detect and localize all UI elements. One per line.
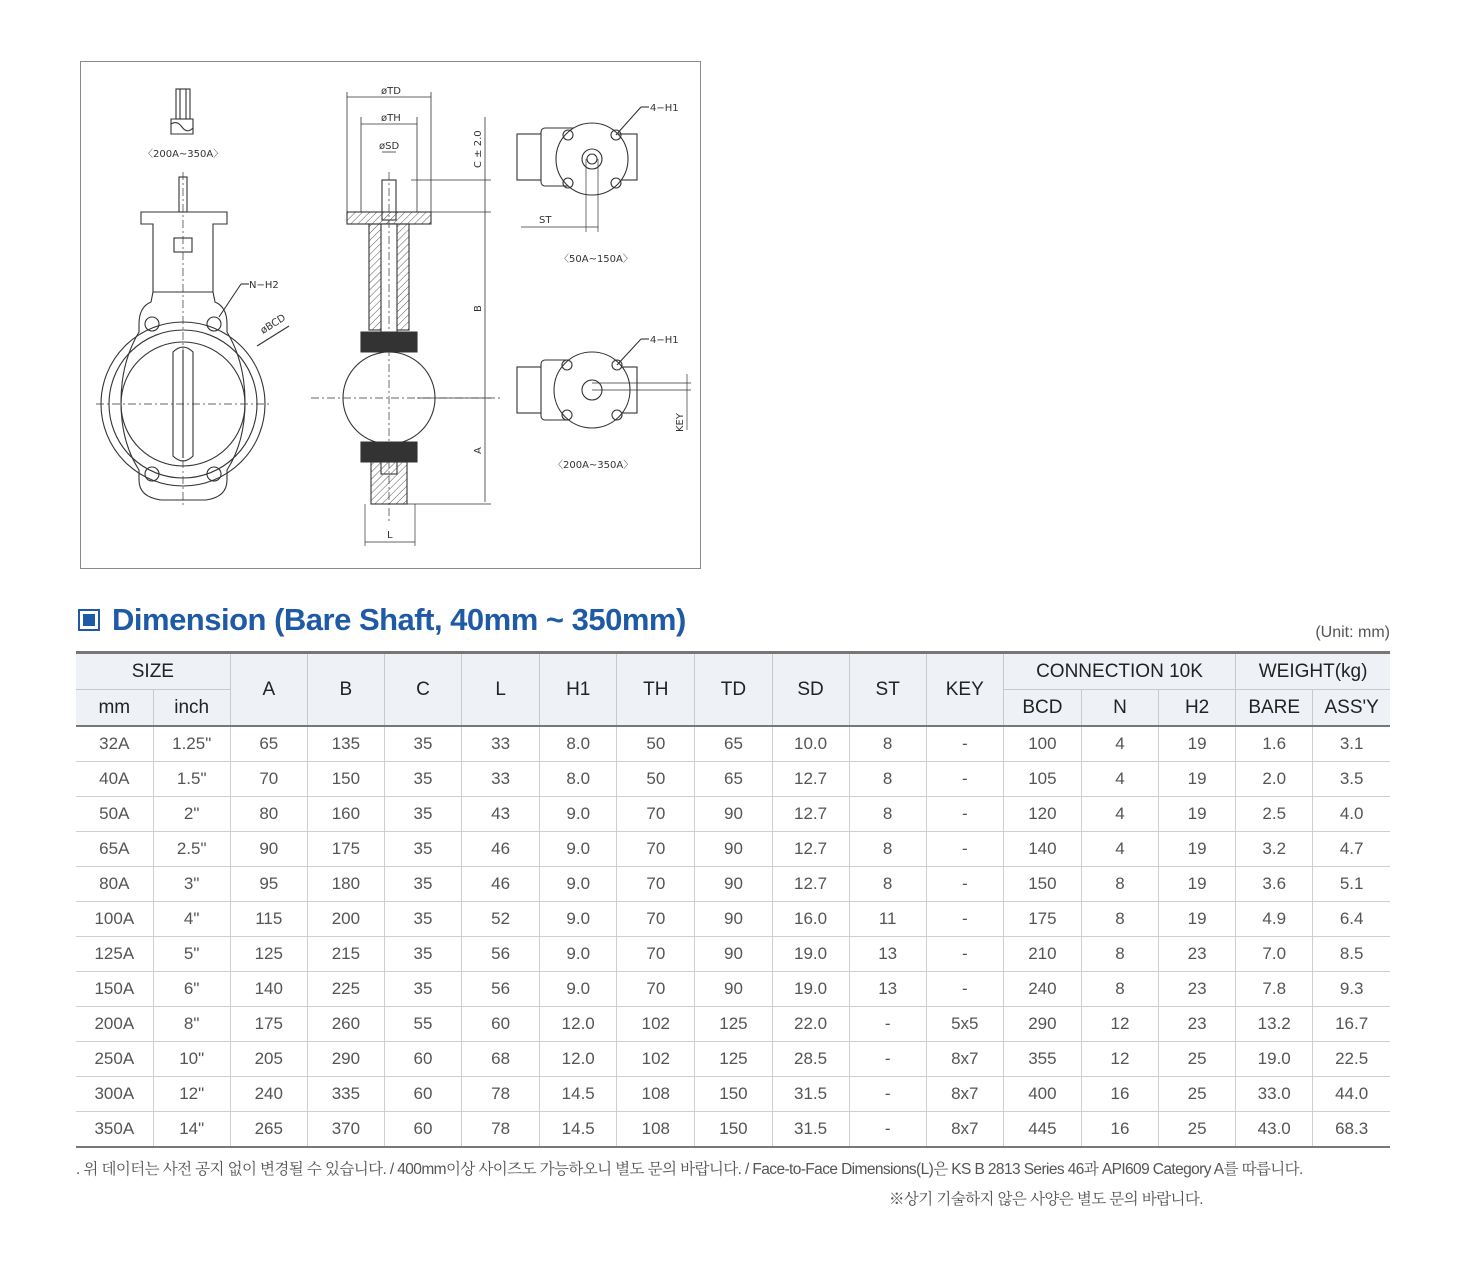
dimension-table [76,651,1390,1148]
table-cell: 60 [384,1077,461,1112]
table-cell: - [926,832,1003,867]
label-sd: øSD [379,141,400,152]
table-cell: 225 [307,972,384,1007]
table-cell: 108 [617,1077,695,1112]
header-inch: inch [153,690,230,727]
table-cell: 90 [695,797,772,832]
table-cell: 19.0 [772,937,849,972]
table-cell: 14.5 [540,1077,617,1112]
valve-front-view [96,172,289,507]
table-cell: 35 [384,832,461,867]
table-cell: 44.0 [1313,1077,1390,1112]
table-cell: 4.9 [1236,902,1313,937]
table-row [76,867,1390,902]
table-cell: 90 [230,832,307,867]
table-cell: - [926,726,1003,762]
table-cell: 120 [1003,797,1081,832]
table-cell: 8 [849,797,926,832]
label-bcd: øBCD [258,312,288,337]
table-cell: 260 [307,1007,384,1042]
table-cell: 80 [230,797,307,832]
table-cell: 43.0 [1236,1112,1313,1148]
header-assy: ASS'Y [1313,690,1390,727]
table-cell: 8 [1081,867,1158,902]
table-cell: 240 [230,1077,307,1112]
table-cell: 35 [384,972,461,1007]
table-cell: 19.0 [1236,1042,1313,1077]
table-cell: 22.0 [772,1007,849,1042]
table-cell: 19.0 [772,972,849,1007]
table-cell: 215 [307,937,384,972]
table-cell: 12.7 [772,797,849,832]
table-cell: 65A [76,832,153,867]
table-cell: 19 [1159,902,1236,937]
table-cell: 32A [76,726,153,762]
table-cell: 46 [462,867,540,902]
label-key: KEY [675,413,686,432]
table-cell: 14" [153,1112,230,1148]
flange-bottom-view-large [517,339,691,430]
table-cell: 4 [1081,832,1158,867]
table-cell: 140 [230,972,307,1007]
label-a: A [473,447,484,454]
table-cell: 445 [1003,1112,1081,1148]
header-b: B [307,653,384,727]
table-cell: 300A [76,1077,153,1112]
header-bcd: BCD [1003,690,1081,727]
table-cell: 70 [617,797,695,832]
table-cell: 175 [307,832,384,867]
table-cell: 3.5 [1313,762,1390,797]
label-b: B [473,305,484,312]
header-connection: CONNECTION 10K [1003,653,1235,690]
header-l: L [462,653,540,727]
table-cell: 10" [153,1042,230,1077]
table-cell: - [849,1007,926,1042]
table-cell: 4" [153,902,230,937]
table-cell: 1.25" [153,726,230,762]
table-cell: 8 [1081,902,1158,937]
header-h2: H2 [1159,690,1236,727]
table-cell: 56 [462,972,540,1007]
table-cell: 400 [1003,1077,1081,1112]
table-cell: 5x5 [926,1007,1003,1042]
table-cell: 31.5 [772,1112,849,1148]
table-cell: 265 [230,1112,307,1148]
table-cell: 35 [384,867,461,902]
table-cell: 14.5 [540,1112,617,1148]
table-cell: 335 [307,1077,384,1112]
table-cell: 102 [617,1007,695,1042]
table-cell: 290 [307,1042,384,1077]
table-cell: 35 [384,937,461,972]
table-cell: 2.5" [153,832,230,867]
table-cell: 3.1 [1313,726,1390,762]
table-cell: 25 [1159,1077,1236,1112]
table-row [76,1007,1390,1042]
table-cell: 70 [617,902,695,937]
table-cell: 250A [76,1042,153,1077]
table-cell: 16.7 [1313,1007,1390,1042]
table-cell: 108 [617,1112,695,1148]
table-cell: 23 [1159,972,1236,1007]
header-key: KEY [926,653,1003,727]
table-cell: 4 [1081,797,1158,832]
table-cell: 11 [849,902,926,937]
table-cell: 8.0 [540,762,617,797]
table-cell: 1.6 [1236,726,1313,762]
header-bare: BARE [1236,690,1313,727]
table-cell: 180 [307,867,384,902]
table-cell: 8 [849,867,926,902]
valve-drawing-svg [81,62,702,570]
table-cell: 9.0 [540,867,617,902]
table-cell: 22.5 [1313,1042,1390,1077]
table-cell: 19 [1159,797,1236,832]
table-cell: 370 [307,1112,384,1148]
table-cell: 5" [153,937,230,972]
table-cell: 12 [1081,1007,1158,1042]
table-cell: 70 [617,937,695,972]
header-h1: H1 [540,653,617,727]
table-cell: - [926,972,1003,1007]
table-cell: 8x7 [926,1042,1003,1077]
table-cell: 33.0 [1236,1077,1313,1112]
table-cell: 46 [462,832,540,867]
table-cell: 350A [76,1112,153,1148]
table-cell: 6.4 [1313,902,1390,937]
table-cell: 8 [1081,937,1158,972]
label-st: ST [539,215,552,226]
table-cell: 12 [1081,1042,1158,1077]
label-4-h1-bottom: 4−H1 [650,335,679,346]
table-cell: 205 [230,1042,307,1077]
table-cell: 7.0 [1236,937,1313,972]
table-cell: 60 [384,1112,461,1148]
label-n-h2: N−H2 [249,280,279,291]
table-cell: - [926,867,1003,902]
table-cell: 95 [230,867,307,902]
table-cell: 4 [1081,726,1158,762]
table-cell: 50 [617,762,695,797]
table-cell: 78 [462,1112,540,1148]
header-size: SIZE [76,653,230,690]
table-cell: 4 [1081,762,1158,797]
table-cell: 355 [1003,1042,1081,1077]
label-l: L [387,530,393,541]
table-row [76,832,1390,867]
table-cell: 35 [384,726,461,762]
table-cell: 8 [849,762,926,797]
table-cell: 13 [849,972,926,1007]
table-cell: 16 [1081,1112,1158,1148]
footnote-line-2: ※상기 기술하지 않은 사양은 별도 문의 바랍니다. [889,1191,1203,1208]
table-cell: 2.0 [1236,762,1313,797]
table-cell: 65 [695,726,772,762]
section-title [78,602,686,638]
table-cell: 12.0 [540,1007,617,1042]
table-cell: 140 [1003,832,1081,867]
table-cell: 25 [1159,1112,1236,1148]
footnote-line-1: . 위 데이터는 사전 공지 없이 변경될 수 있습니다. / 400mm이상 사이즈도 가능하오니 별도 문의 바랍니다. / Face-to-Face Dimensions(L)은 KS B 2813 Series 46과 API609 Category A를 따릅니다. [76,1161,1303,1178]
table-cell: 8 [849,726,926,762]
dimension-table-body [76,726,1390,1147]
table-cell: 90 [695,832,772,867]
table-cell: 115 [230,902,307,937]
table-cell: - [849,1077,926,1112]
table-cell: 33 [462,726,540,762]
header-mm: mm [76,690,153,727]
header-n: N [1081,690,1158,727]
table-cell: 60 [462,1007,540,1042]
table-cell: 70 [617,867,695,902]
table-cell: 40A [76,762,153,797]
table-cell: 50A [76,797,153,832]
table-cell: 200 [307,902,384,937]
table-row [76,902,1390,937]
table-cell: 125A [76,937,153,972]
caption-flange-large: 〈200A~350A〉 [553,460,634,471]
table-cell: - [926,937,1003,972]
table-cell: 13 [849,937,926,972]
caption-shaft-detail: 〈200A~350A〉 [143,149,224,160]
table-cell: 102 [617,1042,695,1077]
table-row [76,762,1390,797]
table-cell: 210 [1003,937,1081,972]
header-a: A [230,653,307,727]
table-cell: 2" [153,797,230,832]
table-cell: 150 [307,762,384,797]
table-cell: 50 [617,726,695,762]
table-cell: 160 [307,797,384,832]
table-cell: 9.0 [540,972,617,1007]
table-cell: 7.8 [1236,972,1313,1007]
table-cell: 19 [1159,726,1236,762]
table-cell: 125 [695,1042,772,1077]
table-cell: 90 [695,902,772,937]
table-cell: 70 [617,832,695,867]
table-cell: - [849,1112,926,1148]
table-cell: 19 [1159,762,1236,797]
table-cell: 56 [462,937,540,972]
table-cell: 70 [230,762,307,797]
table-cell: 28.5 [772,1042,849,1077]
table-cell: 8.5 [1313,937,1390,972]
table-cell: 12" [153,1077,230,1112]
table-cell: 31.5 [772,1077,849,1112]
table-cell: 100 [1003,726,1081,762]
table-cell: 68.3 [1313,1112,1390,1148]
table-row [76,797,1390,832]
table-cell: 19 [1159,867,1236,902]
table-cell: 25 [1159,1042,1236,1077]
table-cell: 16 [1081,1077,1158,1112]
caption-flange-small: 〈50A~150A〉 [559,254,633,265]
table-cell: 13.2 [1236,1007,1313,1042]
table-cell: 65 [695,762,772,797]
table-cell: 43 [462,797,540,832]
table-cell: 150 [695,1112,772,1148]
header-st: ST [849,653,926,727]
table-cell: 150A [76,972,153,1007]
header-c: C [384,653,461,727]
table-cell: 135 [307,726,384,762]
table-cell: 52 [462,902,540,937]
table-row [76,726,1390,762]
header-sd: SD [772,653,849,727]
table-cell: 35 [384,902,461,937]
table-cell: - [926,797,1003,832]
table-cell: 8 [849,832,926,867]
table-cell: 105 [1003,762,1081,797]
label-c: C ± 2.0 [473,130,484,168]
label-th: øTH [381,113,401,124]
table-cell: - [926,762,1003,797]
table-cell: 4.0 [1313,797,1390,832]
square-bullet-icon [78,609,100,631]
table-cell: 19 [1159,832,1236,867]
table-cell: 68 [462,1042,540,1077]
table-cell: 200A [76,1007,153,1042]
table-cell: 9.0 [540,832,617,867]
table-cell: 23 [1159,937,1236,972]
table-cell: 3.6 [1236,867,1313,902]
table-cell: - [849,1042,926,1077]
label-td: øTD [381,86,401,97]
header-td: TD [695,653,772,727]
table-cell: 8" [153,1007,230,1042]
table-cell: 90 [695,972,772,1007]
table-cell: 3" [153,867,230,902]
table-cell: 16.0 [772,902,849,937]
table-cell: - [926,902,1003,937]
table-cell: 175 [1003,902,1081,937]
technical-drawing [80,61,701,569]
table-cell: 8x7 [926,1077,1003,1112]
section-header [78,602,1390,646]
table-cell: 80A [76,867,153,902]
section-title-text: Dimension (Bare Shaft, 40mm ~ 350mm) [112,602,686,637]
table-cell: 8.0 [540,726,617,762]
table-cell: 150 [1003,867,1081,902]
table-cell: 1.5" [153,762,230,797]
table-row [76,1042,1390,1077]
table-cell: 78 [462,1077,540,1112]
table-cell: 10.0 [772,726,849,762]
table-row [76,972,1390,1007]
table-cell: 12.7 [772,832,849,867]
table-cell: 65 [230,726,307,762]
table-cell: 8x7 [926,1112,1003,1148]
table-cell: 12.7 [772,762,849,797]
header-weight: WEIGHT(kg) [1236,653,1390,690]
table-cell: 9.0 [540,902,617,937]
header-th: TH [617,653,695,727]
table-cell: 33 [462,762,540,797]
table-cell: 125 [230,937,307,972]
table-cell: 90 [695,867,772,902]
shaft-detail-drawing [171,89,193,134]
table-cell: 23 [1159,1007,1236,1042]
table-cell: 70 [617,972,695,1007]
table-cell: 6" [153,972,230,1007]
table-cell: 8 [1081,972,1158,1007]
table-cell: 9.3 [1313,972,1390,1007]
table-row [76,937,1390,972]
table-cell: 55 [384,1007,461,1042]
table-cell: 60 [384,1042,461,1077]
table-cell: 2.5 [1236,797,1313,832]
table-cell: 175 [230,1007,307,1042]
table-cell: 150 [695,1077,772,1112]
table-cell: 290 [1003,1007,1081,1042]
table-cell: 90 [695,937,772,972]
table-cell: 5.1 [1313,867,1390,902]
table-cell: 100A [76,902,153,937]
table-cell: 12.0 [540,1042,617,1077]
table-row [76,1112,1390,1148]
table-cell: 3.2 [1236,832,1313,867]
table-cell: 240 [1003,972,1081,1007]
table-cell: 35 [384,797,461,832]
table-cell: 12.7 [772,867,849,902]
table-row [76,1077,1390,1112]
table-cell: 4.7 [1313,832,1390,867]
flange-top-view-small [517,107,649,232]
unit-label: (Unit: mm) [1315,624,1390,641]
label-4-h1-top: 4−H1 [650,103,679,114]
table-cell: 9.0 [540,797,617,832]
table-cell: 9.0 [540,937,617,972]
table-cell: 35 [384,762,461,797]
table-cell: 125 [695,1007,772,1042]
